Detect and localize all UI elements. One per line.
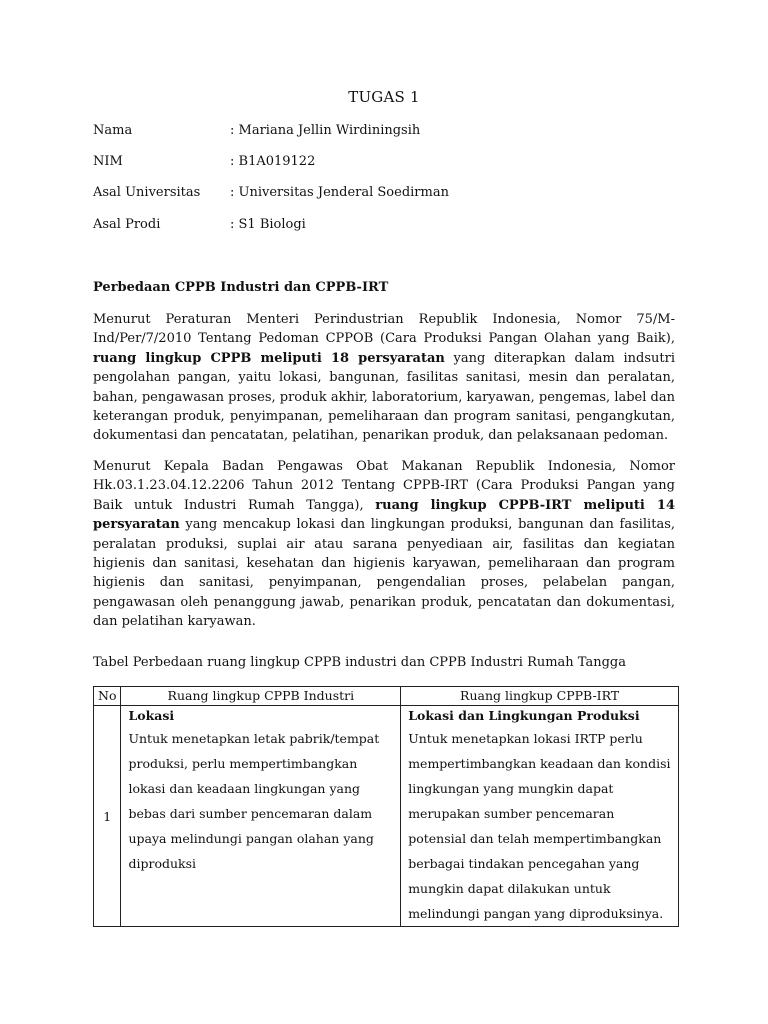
header-industri: Ruang lingkup CPPB Industri [121,687,401,706]
paragraph-text: yang diterapkan dalam indsutri pengolahan pangan, yaitu lokasi, bangunan, fasilitas sanitasi, mesin dan peralatan, bahan, pengawasan proses, produk akhir, laboratorium, karyawan, pengemas, label dan keterangan produk, penyimpanan, pemeliharaan dan program sanitasi, pengangkutan, dokumentasi dan pencatatan, pelatihan, penarikan produk, dan pelaksanaan pedoman. [93,350,675,444]
document-title: TUGAS 1 [348,88,420,106]
section-heading: Perbedaan CPPB Industri dan CPPB-IRT [93,280,389,295]
cell-industri [121,706,401,927]
info-value: : B1A019122 [230,154,316,169]
header-irt: Ruang lingkup CPPB-IRT [401,687,679,706]
info-label: Nama [93,123,133,138]
table-header-row [94,687,679,706]
cell-heading: Lokasi [128,708,175,723]
info-label: Asal Prodi [93,217,161,232]
comparison-table [93,686,679,927]
info-value: : Universitas Jenderal Soedirman [230,185,449,200]
info-label: NIM [93,154,123,169]
paragraph-cppb-industri [93,310,675,446]
table-caption: Tabel Perbedaan ruang lingkup CPPB industri dan CPPB Industri Rumah Tangga [93,655,626,670]
cell-heading: Lokasi dan Lingkungan Produksi [408,708,640,723]
paragraph-bold-text: ruang lingkup CPPB-IRT meliputi 14 persyaratan [93,497,675,533]
info-value: : Mariana Jellin Wirdiningsih [230,123,421,138]
paragraph-text: yang mencakup lokasi dan lingkungan produksi, bangunan dan fasilitas, peralatan produksi, suplai air atau sarana penyediaan air, fasilitas dan kegiatan higienis dan sanitasi, kesehatan dan higienis karyawan, pemeliharaan dan program higienis dan sanitasi, penyimpanan, pengendalian proses, pelabelan pangan, pengawasan oleh penanggung jawab, penarikan produk, pencatatan dan dokumentasi, dan pelatihan karyawan. [93,517,675,630]
paragraph-bold-text: ruang lingkup CPPB meliputi 18 persyaratan [93,350,445,366]
paragraph-text: Menurut Peraturan Menteri Perindustrian Republik Indonesia, Nomor 75/M-Ind/Per/7/2010 Tentang Pedoman CPPOB (Cara Produksi Pangan Olahan yang Baik), [93,312,675,347]
cell-body: Untuk menetapkan letak pabrik/tempat produksi, perlu mempertimbangkan lokasi dan keadaan lingkungan yang bebas dari sumber pencemaran dalam upaya melindungi pangan olahan yang diproduksi [128,731,380,871]
cell-irt [401,706,679,927]
info-value: : S1 Biologi [230,217,306,232]
cell-no: 1 [94,706,121,927]
info-label: Asal Universitas [93,185,201,200]
table-row [94,706,679,927]
cell-body: Untuk menetapkan lokasi IRTP perlu mempertimbangkan keadaan dan kondisi lingkungan yang mungkin dapat merupakan sumber pencemaran potensial dan telah mempertimbangkan berbagai tindakan pencegahan yang mungkin dapat dilakukan untuk melindungi pangan yang diproduksinya. [408,731,671,921]
paragraph-text: Menurut Kepala Badan Pengawas Obat Makanan Republik Indonesia, Nomor Hk.03.1.23.04.12.2206 Tahun 2012 Tentang CPPB-IRT (Cara Produksi Pangan yang Baik untuk Industri Rumah Tangga), [93,459,675,513]
header-no: No [94,687,121,706]
paragraph-cppb-irt [93,457,675,632]
